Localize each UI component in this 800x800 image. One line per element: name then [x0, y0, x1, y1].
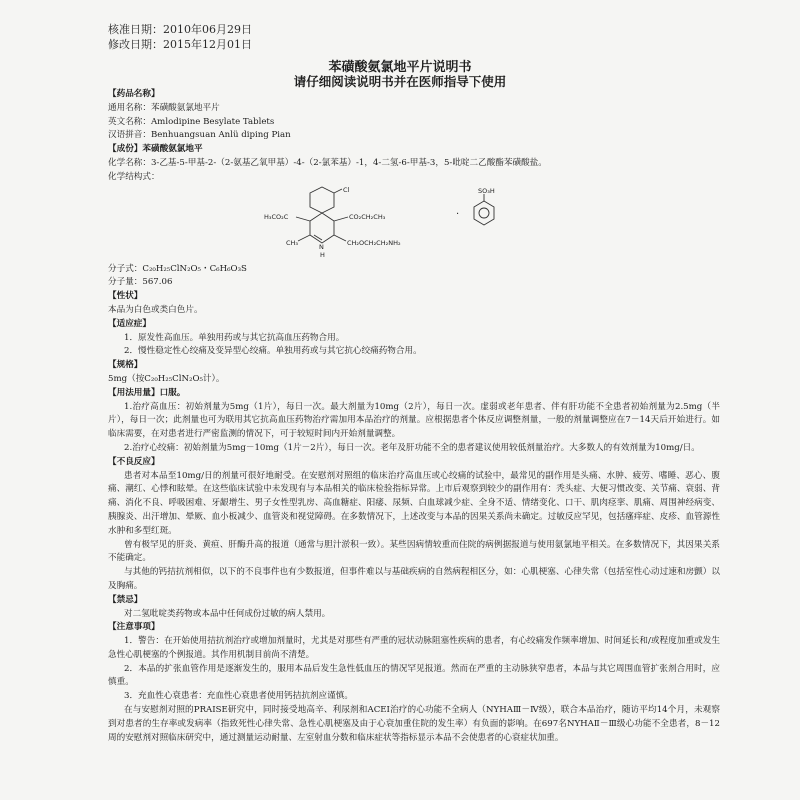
- struct-nh: N: [319, 242, 324, 251]
- adverse-heading: 【不良反应】: [108, 456, 160, 467]
- character-heading: 【性状】: [108, 291, 143, 302]
- document-body: [108, 88, 720, 745]
- dosage-heading: 【用法用量】口服。: [108, 387, 186, 398]
- struct-side-chain: CH₂OCH₂CH₂NH₂: [347, 238, 401, 247]
- indication-item-2: 2．慢性稳定性心绞痛及变异型心绞痛。单独用药或与其它抗心绞痛药物合用。: [124, 346, 422, 357]
- pinyin-name: 汉语拼音：Benhuangsuan Anlü diping Pian: [108, 130, 291, 141]
- precaution-vasodilation: 2．本品的扩张血管作用是逐渐发生的，服用本品后发生急性低血压的情况罕见报道。然而在严重的主动脉狭窄患者，本品与其它周围血管扩张剂合用时，应慎重。: [108, 663, 720, 688]
- precaution-warning: 1．警告：在开始使用拮抗剂治疗或增加剂量时，尤其是对那些有严重的冠状动脉阻塞性疾病的患者，有心绞痛发作频率增加、时间延长和/或程度加重或发生急性心肌梗塞的个例报道。其作用机制目前尚不清楚。: [108, 636, 720, 660]
- structure-label: 化学结构式：: [108, 171, 160, 182]
- adverse-paragraph-1: 患者对本品至10mg/日的剂量可很好地耐受。在安慰剂对照组的临床治疗高血压或心绞痛的试验中，最常见的副作用是头痛、水肿、疲劳、嗜睡、恶心、腹痛、潮红、心悸和眩晕。在这些临床试验中未发现有与本品相关的临床检验指标异常。上市后观察到较少的副作用有：秃头症、大便习惯改变、关节痛、衰弱、背痛、消化不良、呼吸困难、牙龈增生、男子女性型乳房、高血糖症、阳痿、尿频、白血球减少症、全身不适、情绪变化、口干、肌肉痉挛、肌痛、周围神经病变、胰腺炎、出汗增加、晕厥、血小板减少、血管炎和视觉障碍。在多数情况下，上述改变与本品的因果关系尚未确定。过敏反应罕见，包括瘙痒症、皮疹、血管源性水肿和多型红斑。: [108, 470, 720, 536]
- struct-dot: ·: [456, 208, 460, 220]
- specification-text: 5mg（按C₂₀H₂₅ClN₂O₅计）。: [108, 373, 225, 384]
- revision-date: 修改日期：2015年12月01日: [108, 38, 252, 51]
- structure-diagram: [230, 185, 530, 263]
- precautions-heading: 【注意事项】: [108, 622, 160, 633]
- dosage-hypertension: 1.治疗高血压：初始剂量为5mg（1片），每日一次。最大剂量为10mg（2片），每日一次。虚弱或老年患者、伴有肝功能不全患者初始剂量为2.5mg（半片），每日一次；此剂量也可为联用其它抗高血压药物治疗需加用本品治疗的剂量。应根据患者个体反应调整剂量，一般的剂量调整应在7－14天后开始进行。如临床需要，在对患者进行严密监测的情况下，可于较短时间内开始剂量调整。: [108, 401, 720, 440]
- drug-name-heading: 【药品名称】: [108, 89, 160, 99]
- struct-h: H: [320, 250, 325, 259]
- struct-so3h: SO₃H: [478, 186, 495, 195]
- dosage-angina: 2.治疗心绞痛：初始剂量为5mg－10mg（1片－2片），每日一次。老年及肝功能不全的患者建议使用较低剂量治疗。大多数人的有效剂量为10mg/日。: [124, 442, 700, 453]
- indication-item-1: 1．原发性高血压。单独用药或与其它抗高血压药物合用。: [124, 332, 345, 343]
- struct-ch3: CH₃: [286, 238, 299, 247]
- character-text: 本品为白色或类白色片。: [108, 304, 203, 315]
- composition-heading: 【成份】苯磺酸氨氯地平: [108, 144, 203, 155]
- chemical-name: 化学名称：3-乙基-5-甲基-2-（2-氨基乙氧甲基）-4-（2-氯苯基）-1，4-二氢-6-甲基-3，5-吡啶二乙酸酯苯磺酸盐。: [108, 157, 547, 168]
- indications-heading: 【适应症】: [108, 318, 151, 329]
- struct-ethyl-ester: CO₂CH₂CH₃: [349, 212, 386, 221]
- adverse-paragraph-3: 与其他的钙拮抗剂相似，以下的不良事件也有少数报道，但事件难以与基础疾病的自然病程相区分，如：心肌梗塞、心律失常（包括室性心动过速和房颤）以及胸痛。: [108, 567, 720, 591]
- english-name: 英文名称：Amlodipine Besylate Tablets: [108, 116, 275, 127]
- document-title: 苯磺酸氨氯地平片说明书: [328, 60, 472, 75]
- document-subtitle: 请仔细阅读说明书并在医师指导下使用: [293, 74, 507, 89]
- precaution-praise-study: 在与安慰剂对照的PRAISE研究中，同时接受地高辛、利尿剂和ACEI治疗的心功能不全病人（NYHAⅢ－Ⅳ级），联合本品治疗，随访平均14个月，未观察到对患者的生存率或发病率（指致死性心律失常、急性心肌梗塞及由于心衰加重住院的发生率）有负面的影响。在697名NYHAⅡ－Ⅲ级心功能不全患者，8－12周的安慰剂对照临床研究中，通过测量运动耐量、左室射血分数和临床症状等指标显示本品不会使患者的心衰症状加重。: [108, 705, 720, 743]
- precaution-heart-failure: 3．充血性心衰患者：充血性心衰患者使用钙拮抗剂应谨慎。: [124, 691, 353, 702]
- adverse-paragraph-2: 曾有极罕见的肝炎、黄疸、肝酶升高的报道（通常与胆汁淤积一致）。某些因病情较重而住院的病例据报道与使用氨氯地平相关。在多数情况下，其因果关系不能确定。: [108, 539, 720, 564]
- struct-methyl-ester: H₃CO₂C: [264, 212, 289, 221]
- specification-heading: 【规格】: [108, 360, 143, 371]
- molecular-weight: 分子量：567.06: [108, 277, 173, 288]
- molecular-formula: 分子式：C₂₀H₂₅ClN₂O₅・C₆H₆O₃S: [108, 263, 247, 274]
- contraindications-heading: 【禁忌】: [108, 594, 143, 605]
- generic-name: 通用名称：苯磺酸氨氯地平片: [108, 102, 220, 113]
- chemical-structure: [108, 185, 720, 263]
- struct-cl: Cl: [343, 185, 350, 194]
- approval-date: 核准日期：2010年06月29日: [108, 23, 252, 36]
- contraindications-text: 对二氢吡啶类药物或本品中任何成份过敏的病人禁用。: [124, 608, 331, 619]
